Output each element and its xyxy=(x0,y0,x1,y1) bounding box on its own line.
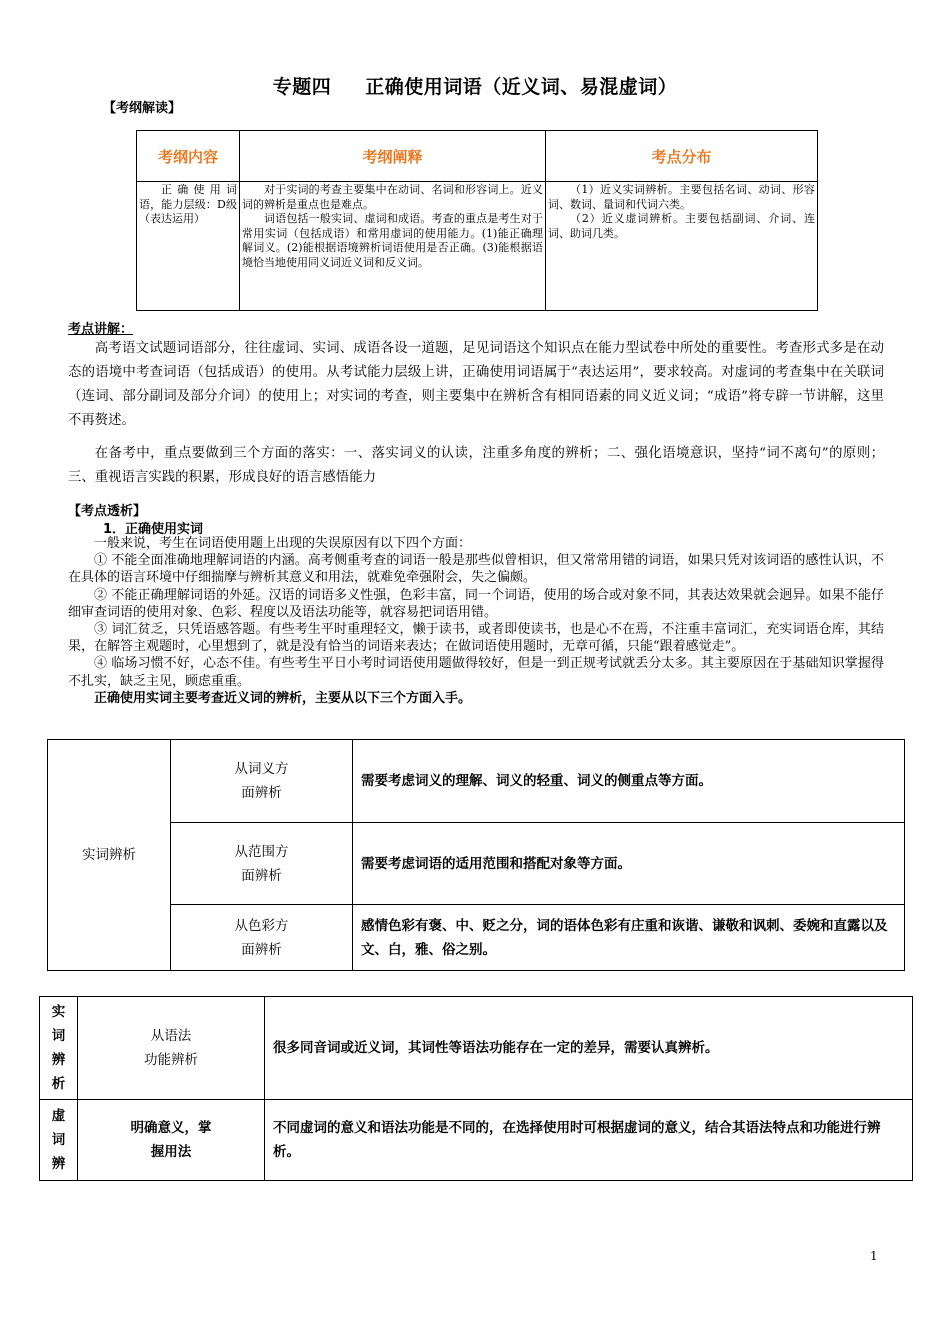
table-row xyxy=(48,905,905,971)
table-row xyxy=(48,823,905,905)
table-row xyxy=(40,997,913,1100)
outline-distribution-cell xyxy=(546,182,818,311)
analysis-paragraph: 一般来说，考生在词语使用题上出现的失误原因有以下四个方面： xyxy=(94,536,472,551)
outline-content-cell xyxy=(137,182,240,311)
description-cell: 很多同音词或近义词，其词性等语法功能存在一定的差异，需要认真辨析。 xyxy=(265,997,913,1100)
shici-table xyxy=(47,739,905,971)
description-cell: 感情色彩有褒、中、贬之分，词的语体色彩有庄重和诙谐、谦敬和讽刺、委婉和直露以及文、白，雅、俗之别。 xyxy=(353,905,905,971)
lecture-paragraph: 高考语文试题词语部分，往往虚词、实词、成语各设一道题，足见词语这个知识点在能力型试卷中所处的重要性。考查形式多是在动态的语境中考查词语（包括成语）的使用。从考试能力层级上讲，正确使用词语属于“表达运用”，要求较高。对虚词的考查集中在关联词（连词、部分副词及部分介词）的使用上；对实词的考查，则主要集中在辨析含有相同语素的同义近义词；“成语”将专辟一节讲解，这里不再赘述。 xyxy=(68,341,884,428)
aspect-line: 从色彩方 xyxy=(234,917,289,934)
analysis-paragraph: ① 不能全面准确地理解词语的内涵。高考侧重考查的词语一般是那些似曾相识，但又常常用错的词语，如果只凭对该词语的感性认识，不在具体的语言环境中仔细揣摩与辨析其意义和用法，就难免牵强附会，失之偏颇。 xyxy=(68,553,884,586)
vertical-category-cell xyxy=(40,997,78,1100)
title-topic-number: 专题四 xyxy=(272,76,332,98)
table-row xyxy=(48,740,905,823)
table-row xyxy=(40,1100,913,1181)
outline-explanation-para: 对于实词的考查主要集中在动词、名词和形容词上。近义词的辨析是重点也是难点。 xyxy=(242,183,543,211)
outline-header-content: 考纲内容 xyxy=(137,131,240,182)
analysis-body xyxy=(68,535,884,707)
outline-header-row xyxy=(137,131,818,182)
aspect-line: 从语法 xyxy=(150,1028,192,1044)
page-number: 1 xyxy=(870,1249,878,1263)
category-char: 实 xyxy=(51,1004,66,1020)
analysis-paragraph: ② 不能正确理解词语的外延。汉语的词语多义性强，色彩丰富，同一个词语，使用的场合或对象不同，其表达效果就会迥异。如果不能仔细审查词语的使用对象、色彩、程度以及语法功能等，就容易把词语用错。 xyxy=(68,587,884,620)
category-char: 虚 xyxy=(51,1108,66,1124)
category-char: 析 xyxy=(51,1076,66,1092)
outline-header-explanation: 考纲阐释 xyxy=(240,131,546,182)
outline-explanation-cell xyxy=(240,182,546,311)
shici-category-cell: 实词辨析 xyxy=(48,740,171,971)
aspect-cell xyxy=(78,1100,265,1181)
outline-distribution-para: （2）近义虚词辨析。主要包括副词、介词、连词、助词几类。 xyxy=(548,212,815,240)
analysis-paragraph: ③ 词汇贫乏，只凭语感答题。有些考生平时重理轻文，懒于读书，或者即使读书，也是心不在焉，不注重丰富词汇，充实词语仓库，其结果，在解答主观题时，心里想到了，就是没有恰当的词语来表达；在做词语使用题时，无章可循，只能“跟着感觉走”。 xyxy=(68,622,884,655)
aspect-cell xyxy=(171,905,353,971)
description-cell: 不同虚词的意义和语法功能是不同的，在选择使用时可根据虚词的意义，结合其语法特点和功能进行辨析。 xyxy=(265,1100,913,1181)
outline-table xyxy=(136,130,818,311)
aspect-cell xyxy=(171,740,353,823)
aspect-line: 从范围方 xyxy=(234,843,289,860)
title-topic-name: 正确使用词语（近义词、易混虚词） xyxy=(365,76,678,98)
aspect-cell xyxy=(171,823,353,905)
analysis-subheading: 1．正确使用实词 xyxy=(103,522,204,537)
lecture-heading: 考点讲解： xyxy=(68,322,134,337)
analysis-bold-line: 正确使用实词主要考查近义词的辨析，主要从以下三个方面入手。 xyxy=(94,690,472,706)
outline-heading: 【考纲解读】 xyxy=(103,101,182,116)
grammar-table xyxy=(39,996,913,1181)
outline-body-row xyxy=(137,182,818,311)
aspect-line: 面辨析 xyxy=(241,785,282,801)
description-cell: 需要考虑词语的适用范围和搭配对象等方面。 xyxy=(353,823,905,905)
aspect-line: 功能辨析 xyxy=(144,1052,198,1068)
aspect-line: 面辨析 xyxy=(241,941,282,958)
page-title xyxy=(0,72,950,99)
outline-content-text: 正确使用词语，能力层级：D级（表达运用） xyxy=(139,183,237,225)
category-char: 辨 xyxy=(51,1052,66,1068)
vertical-category-cell xyxy=(40,1100,78,1181)
aspect-line: 面辨析 xyxy=(241,867,282,884)
category-char: 词 xyxy=(51,1132,66,1148)
aspect-cell xyxy=(78,997,265,1100)
aspect-line: 从词义方 xyxy=(234,761,289,777)
category-char: 词 xyxy=(51,1028,66,1044)
outline-explanation-para: 词语包括一般实词、虚词和成语。考查的重点是考生对于常用实词（包括成语）和常用虚词的使用能力。(1)能正确理解词义。(2)能根据语境辨析词语使用是否正确。(3)能根据语境恰当地使用同义词近义词和反义词。 xyxy=(242,212,543,269)
lecture-paragraph: 在备考中，重点要做到三个方面的落实：一、落实词义的认读，注重多角度的辨析；二、强化语境意识，坚持“词不离句”的原则；三、重视语言实践的积累，形成良好的语言感悟能力 xyxy=(68,446,884,485)
lecture-body xyxy=(68,337,884,490)
outline-header-distribution: 考点分布 xyxy=(546,131,818,182)
category-char: 辨 xyxy=(51,1156,66,1172)
description-cell: 需要考虑词义的理解、词义的轻重、词义的侧重点等方面。 xyxy=(353,740,905,823)
analysis-heading: 【考点透析】 xyxy=(68,504,147,519)
analysis-paragraph: ④ 临场习惯不好，心态不佳。有些考生平日小考时词语使用题做得较好，但是一到正规考试就丢分太多。其主要原因在于基础知识掌握得不扎实，缺乏主见，顾虑重重。 xyxy=(68,656,884,689)
aspect-line: 明确意义，掌 xyxy=(130,1120,212,1136)
outline-distribution-para: （1）近义实词辨析。主要包括名词、动词、形容词、数词、量词和代词六类。 xyxy=(548,183,815,211)
aspect-line: 握用法 xyxy=(150,1144,192,1160)
